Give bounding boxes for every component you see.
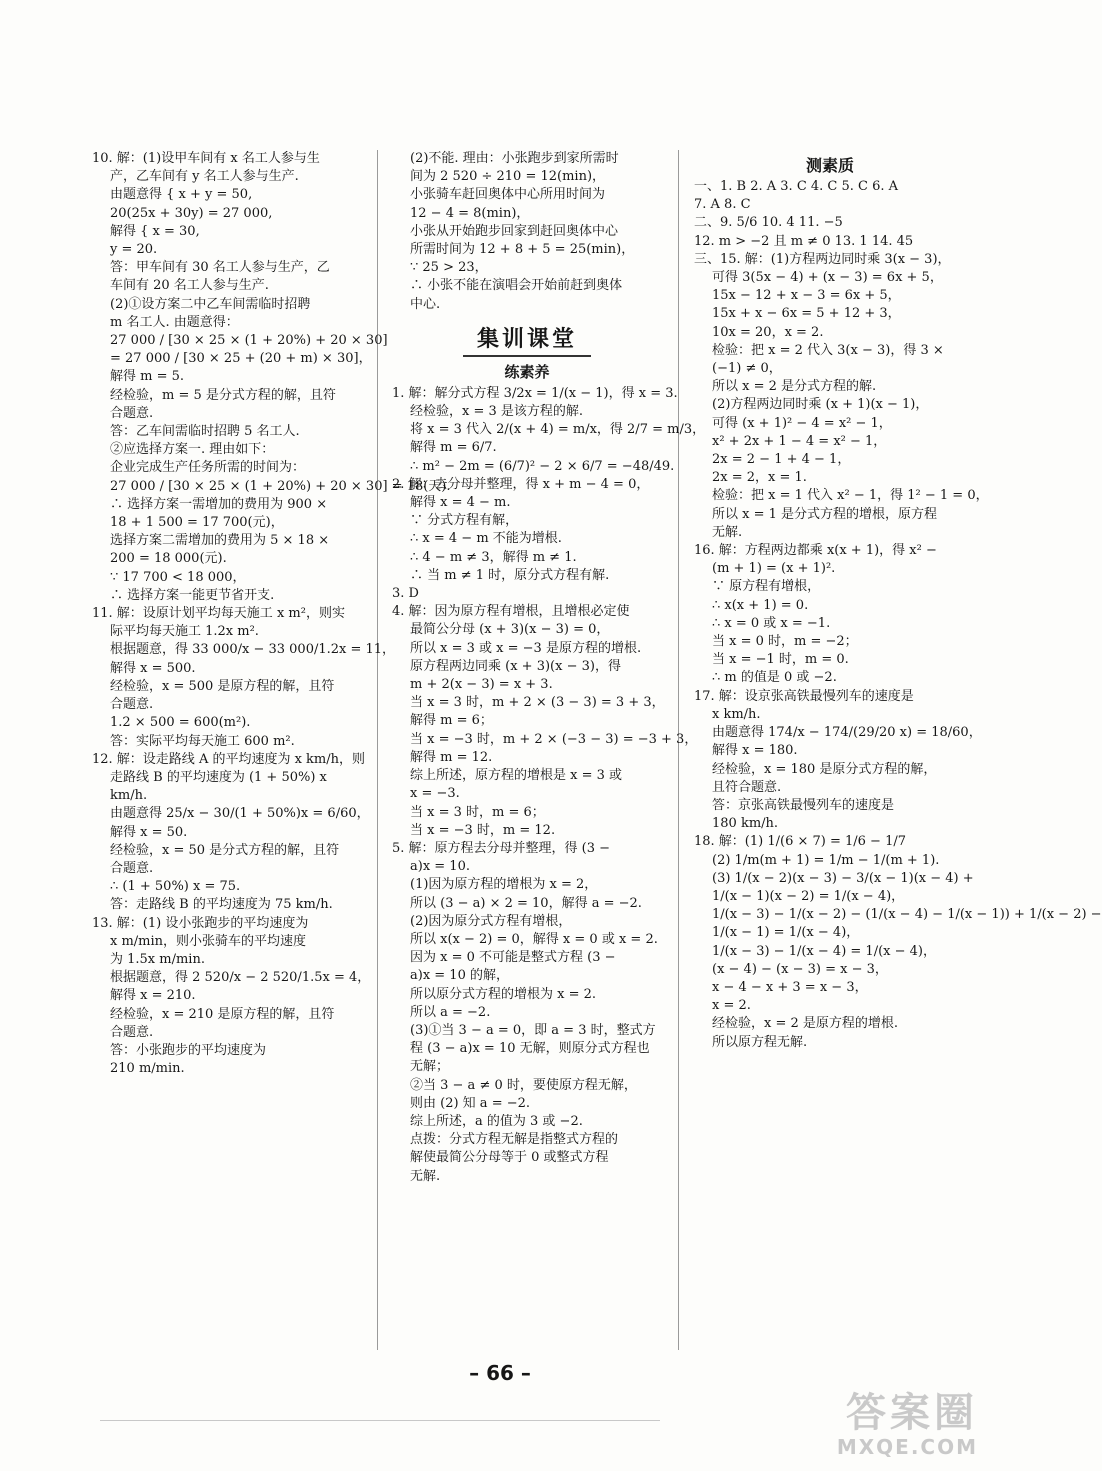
watermark-logo-text: 答案圈 xyxy=(846,1390,978,1436)
text-line: 当 x = 3 时，m + 2 × (3 − 3) = 3 + 3， xyxy=(410,695,665,711)
text-line: 因为 x = 0 不可能是整式方程 (3 − xyxy=(410,950,616,966)
text-line: (3) 1/(x − 2)(x − 3) − 3/(x − 1)(x − 4) + xyxy=(712,870,974,886)
text-line: 10x = 20，x = 2. xyxy=(712,324,824,340)
text-line: 则由 (2) 知 a = −2. xyxy=(410,1095,531,1111)
text-line: 解得 m = 5. xyxy=(110,369,185,385)
text-line: 200 = 18 000(元). xyxy=(110,551,227,567)
text-line: 当 x = −3 时，m = 12. xyxy=(410,822,556,838)
text-line: 经检验，x = 180 是原分式方程的解， xyxy=(712,761,937,777)
text-line: 210 m/min. xyxy=(110,1061,185,1077)
text-line: x² + 2x + 1 − 4 = x² − 1， xyxy=(712,433,887,449)
text-line: 合题意. xyxy=(110,697,154,713)
text-line: 2x = 2，x = 1. xyxy=(712,470,807,486)
text-line: ∵ 17 700 < 18 000， xyxy=(110,569,246,585)
text-line: 10. 解：(1)设甲车间有 x 名工人参与生 xyxy=(92,151,320,166)
text-line: 检验：把 x = 2 代入 3(x − 3)，得 3 × xyxy=(712,342,944,358)
text-line: 12. m > −2 且 m ≠ 0 13. 1 14. 45 xyxy=(694,233,914,249)
text-line: 27 000 / [30 × 25 × (1 + 20%) + 20 × 30] = 18(天). xyxy=(110,478,451,494)
text-line: 将 x = 3 代入 2/(x + 4) = m/x，得 2/7 = m/3， xyxy=(410,422,706,438)
text-line: (2)因为原分式方程有增根， xyxy=(410,913,572,929)
text-line: (2)不能. 理由：小张跑步到家所需时 xyxy=(410,151,619,166)
text-line: 解得 { x = 30, xyxy=(110,223,200,239)
text-line: 1.2 × 500 = 600(m²). xyxy=(110,715,251,731)
text-line: ∴ 选择方案一能更节省开支. xyxy=(110,587,275,603)
text-line: 根据题意，得 33 000/x − 33 000/1.2x = 11， xyxy=(110,642,396,658)
text-line: 所以 x(x − 2) = 0，解得 x = 0 或 x = 2. xyxy=(410,931,658,947)
text-line: 1/(x − 1)(x − 2) = 1/(x − 4)， xyxy=(712,888,905,904)
text-line: ∴ x = 4 − m 不能为增根. xyxy=(410,531,562,547)
text-line: 解使最简公分母等于 0 或整式方程 xyxy=(410,1150,609,1166)
text-line: 程 (3 − a)x = 10 无解，则原分式方程也 xyxy=(410,1041,650,1057)
text-line: ∴ m 的值是 0 或 −2. xyxy=(712,670,837,686)
text-line: 走路线 B 的平均速度为 (1 + 50%) x xyxy=(110,769,327,785)
section-heading: 测素质 xyxy=(805,156,854,175)
text-line: 由题意得 174/x − 174/(29/20 x) = 18/60， xyxy=(712,725,982,741)
text-line: 答：实际平均每天施工 600 m². xyxy=(110,733,295,749)
text-line: 4. 解：因为原方程有增根，且增根必定使 xyxy=(392,604,630,620)
text-line: ∴ (1 + 50%) x = 75. xyxy=(110,879,241,895)
text-line: 点拨：分式方程无解是指整式方程的 xyxy=(410,1132,619,1148)
text-line: 综上所述，a 的值为 3 或 −2. xyxy=(410,1113,583,1129)
text-line: 15x − 12 + x − 3 = 6x + 5， xyxy=(712,288,901,304)
text-line: 当 x = −3 时，m + 2 × (−3 − 3) = −3 + 3， xyxy=(410,731,698,747)
text-line: 180 km/h. xyxy=(712,816,779,832)
text-line: 际平均每天施工 1.2x m². xyxy=(110,624,259,640)
text-line: 中心. xyxy=(410,296,441,312)
text-line: m + 2(x − 3) = x + 3. xyxy=(410,677,553,693)
text-line: ②应选择方案一. 理由如下： xyxy=(110,442,275,458)
text-line: 解得 x = 180. xyxy=(712,743,798,759)
text-line: x km/h. xyxy=(712,706,761,722)
text-line: 解得 x = 210. xyxy=(110,988,196,1004)
text-line: 原方程两边同乘 (x + 3)(x − 3)，得 xyxy=(410,658,621,674)
text-line: 所以 (3 − a) × 2 = 10，解得 a = −2. xyxy=(410,895,642,911)
text-line: km/h. xyxy=(110,788,148,804)
text-line: x = 2. xyxy=(712,998,751,1014)
text-line: 解得 x = 50. xyxy=(110,824,188,840)
text-line: 根据题意，得 2 520/x − 2 520/1.5x = 4， xyxy=(110,970,371,986)
column-divider-1 xyxy=(377,150,378,1350)
text-line: (3)①当 3 − a = 0，即 a = 3 时，整式方 xyxy=(410,1022,656,1038)
text-line: 1. 解：解分式方程 3/2x = 1/(x − 1)，得 x = 3. xyxy=(392,385,678,401)
text-line: 16. 解：方程两边都乘 x(x + 1)，得 x² − xyxy=(694,543,937,559)
text-line: 所以原方程无解. xyxy=(712,1034,808,1050)
text-line: 企业完成生产任务所需的时间为： xyxy=(110,460,306,476)
column-2 xyxy=(392,150,706,1186)
text-line: 所以 x = 2 是分式方程的解. xyxy=(712,379,877,395)
text-line: ∵ 原方程有增根， xyxy=(712,579,821,595)
text-line: 所以 a = −2. xyxy=(410,1004,491,1020)
text-line: 7. A 8. C xyxy=(694,197,751,213)
text-line: 3. D xyxy=(392,586,419,602)
text-line: 解得 m = 6/7. xyxy=(410,440,497,456)
text-line: 18 + 1 500 = 17 700(元)， xyxy=(110,515,284,531)
text-line: 一、1. B 2. A 3. C 4. C 5. C 6. A xyxy=(694,179,899,194)
text-line: 由题意得 25/x − 30/(1 + 50%)x = 6/60， xyxy=(110,806,370,822)
text-line: ∵ 25 > 23， xyxy=(410,260,488,276)
text-line: 20(25x + 30y) = 27 000, xyxy=(110,205,273,221)
text-line: 12 − 4 = 8(min)， xyxy=(410,205,530,221)
text-line: 无解. xyxy=(410,1168,441,1184)
text-line: x = −3. xyxy=(410,786,460,802)
text-line: 答：走路线 B 的平均速度为 75 km/h. xyxy=(110,897,333,913)
text-line: 综上所述，原方程的增根是 x = 3 或 xyxy=(410,768,623,784)
text-line: 无解； xyxy=(410,1059,450,1075)
text-line: 18. 解：(1) 1/(6 × 7) = 1/6 − 1/7 xyxy=(694,834,907,850)
text-line: (2)①设方案二中乙车间需临时招聘 xyxy=(110,296,311,312)
text-line: ∴ x = 0 或 x = −1. xyxy=(712,615,831,631)
text-line: 可得 3(5x − 4) + (x − 3) = 6x + 5， xyxy=(712,270,943,286)
text-line: ∴ 当 m ≠ 1 时，原分式方程有解. xyxy=(410,567,610,583)
text-line: ②当 3 − a ≠ 0 时，要使原方程无解， xyxy=(410,1077,637,1093)
text-line: 17. 解：设京张高铁最慢列车的速度是 xyxy=(694,688,914,704)
watermark xyxy=(837,1391,978,1459)
text-line: 车间有 20 名工人参与生产. xyxy=(110,278,269,294)
text-line: 合题意. xyxy=(110,405,154,421)
text-line: x m/min，则小张骑车的平均速度 xyxy=(110,933,307,949)
text-line: 答：甲车间有 30 名工人参与生产，乙 xyxy=(110,260,330,276)
text-line: 经检验，x = 50 是分式方程的解，且符 xyxy=(110,842,340,858)
text-line: 合题意. xyxy=(110,860,154,876)
text-line: 1/(x − 3) − 1/(x − 2) − (1/(x − 4) − 1/(x − 1)) + 1/(x − 2) − xyxy=(712,907,1102,923)
text-line: ∴ x(x + 1) = 0. xyxy=(712,597,809,613)
text-line: 当 x = 0 时，m = −2； xyxy=(712,634,858,650)
text-line: 间为 2 520 ÷ 210 = 12(min)， xyxy=(410,169,606,185)
text-line: 且符合题意. xyxy=(712,779,782,795)
text-line: 1/(x − 1) = 1/(x − 4)， xyxy=(712,925,860,941)
text-line: 13. 解：(1) 设小张跑步的平均速度为 xyxy=(92,915,309,931)
text-line: 12. 解：设走路线 A 的平均速度为 x km/h，则 xyxy=(92,751,366,767)
text-line: 三、15. 解：(1)方程两边同时乘 3(x − 3)， xyxy=(694,251,951,267)
text-line: m 名工人. 由题意得： xyxy=(110,314,239,330)
text-line: (2)方程两边同时乘 (x + 1)(x − 1)， xyxy=(712,397,929,413)
text-line: 由题意得 { x + y = 50, xyxy=(110,187,253,203)
text-line: 2x = 2 − 1 + 4 − 1， xyxy=(712,452,851,468)
text-line: 所以原分式方程的增根为 x = 2. xyxy=(410,986,597,1002)
text-line: y = 20. xyxy=(110,242,158,258)
text-line: (x − 4) − (x − 3) = x − 3， xyxy=(712,961,888,977)
text-line: 选择方案二需增加的费用为 5 × 18 × xyxy=(110,533,330,549)
watermark-url: MXQE.COM xyxy=(836,1435,978,1459)
text-line: 经检验，x = 500 是原方程的解，且符 xyxy=(110,678,335,694)
text-line: 小张从开始跑步回家到赶回奥体中心 xyxy=(410,223,619,239)
text-line: ∴ 小张不能在演唱会开始前赶到奥体 xyxy=(410,278,623,294)
text-line: 经检验，x = 210 是原方程的解，且符 xyxy=(110,1006,335,1022)
text-line: (2) 1/m(m + 1) = 1/m − 1/(m + 1). xyxy=(712,852,940,868)
text-line: 答：小张跑步的平均速度为 xyxy=(110,1042,267,1058)
text-line: = 27 000 / [30 × 25 + (20 + m) × 30]， xyxy=(110,351,372,367)
column-divider-2 xyxy=(678,150,679,1350)
text-line: 1/(x − 3) − 1/(x − 4) = 1/(x − 4)， xyxy=(712,943,936,959)
section-banner: 集训课堂 xyxy=(392,320,662,357)
text-line: 15x + x − 6x = 5 + 12 + 3， xyxy=(712,306,901,322)
text-line: 解得 m = 12. xyxy=(410,749,493,765)
text-line: a)x = 10. xyxy=(410,859,470,875)
page-number: – 66 – xyxy=(469,1361,531,1385)
text-line: 检验：把 x = 1 代入 x² − 1，得 1² − 1 = 0， xyxy=(712,488,989,504)
text-line: 当 x = −1 时，m = 0. xyxy=(712,652,849,668)
text-line: 当 x = 3 时，m = 6； xyxy=(410,804,545,820)
text-line: 答：乙车间需临时招聘 5 名工人. xyxy=(110,424,300,440)
text-line: a)x = 10 的解， xyxy=(410,968,509,984)
text-line: 经检验，x = 2 是原方程的增根. xyxy=(712,1016,899,1032)
text-line: (1)因为原方程的增根为 x = 2， xyxy=(410,877,598,893)
text-line: ∵ 分式方程有解， xyxy=(410,513,519,529)
text-line: 11. 解：设原计划平均每天施工 x m²，则实 xyxy=(92,606,345,622)
text-line: 2. 解：去分母并整理，得 x + m − 4 = 0， xyxy=(392,476,650,492)
text-line: ∴ m² − 2m = (6/7)² − 2 × 6/7 = −48/49. xyxy=(410,458,675,474)
footer-rule xyxy=(100,1420,660,1421)
text-line: 所以 x = 3 或 x = −3 是原方程的增根. xyxy=(410,640,642,656)
text-line: 无解. xyxy=(712,524,743,540)
text-line: 经检验，m = 5 是分式方程的解，且符 xyxy=(110,387,336,403)
text-line: x − 4 − x + 3 = x − 3， xyxy=(712,979,868,995)
text-line: 5. 解：原方程去分母并整理，得 (3 − xyxy=(392,840,611,856)
text-line: 最简公分母 (x + 3)(x − 3) = 0， xyxy=(410,622,610,638)
text-line: 二、9. 5/6 10. 4 11. −5 xyxy=(694,215,843,231)
text-line: 所以 x = 1 是分式方程的增根，原方程 xyxy=(712,506,938,522)
text-line: ∴ 选择方案一需增加的费用为 900 × xyxy=(110,496,328,512)
text-line: 可得 (x + 1)² − 4 = x² − 1， xyxy=(712,415,892,431)
text-line: 小张骑车赶回奥体中心所用时间为 xyxy=(410,187,606,203)
text-line: 为 1.5x m/min. xyxy=(110,951,205,967)
column-3 xyxy=(694,150,1102,1052)
text-line: 解得 x = 4 − m. xyxy=(410,495,511,511)
text-line: (m + 1) = (x + 1)². xyxy=(712,561,836,577)
text-line: 所需时间为 12 + 8 + 5 = 25(min)， xyxy=(410,242,635,258)
text-line: 27 000 / [30 × 25 × (1 + 20%) + 20 × 30] xyxy=(110,333,388,349)
section-subheading: 练素养 xyxy=(504,362,550,381)
text-line: 合题意. xyxy=(110,1024,154,1040)
text-line: ∴ 4 − m ≠ 3，解得 m ≠ 1. xyxy=(410,549,577,565)
text-line: 答：京张高铁最慢列车的速度是 xyxy=(712,797,895,813)
text-line: 解得 m = 6； xyxy=(410,713,493,729)
text-line: (−1) ≠ 0， xyxy=(712,361,782,377)
text-line: 解得 x = 500. xyxy=(110,660,196,676)
text-line: 产，乙车间有 y 名工人参与生产. xyxy=(110,169,299,185)
text-line: 经检验，x = 3 是该方程的解. xyxy=(410,404,584,420)
